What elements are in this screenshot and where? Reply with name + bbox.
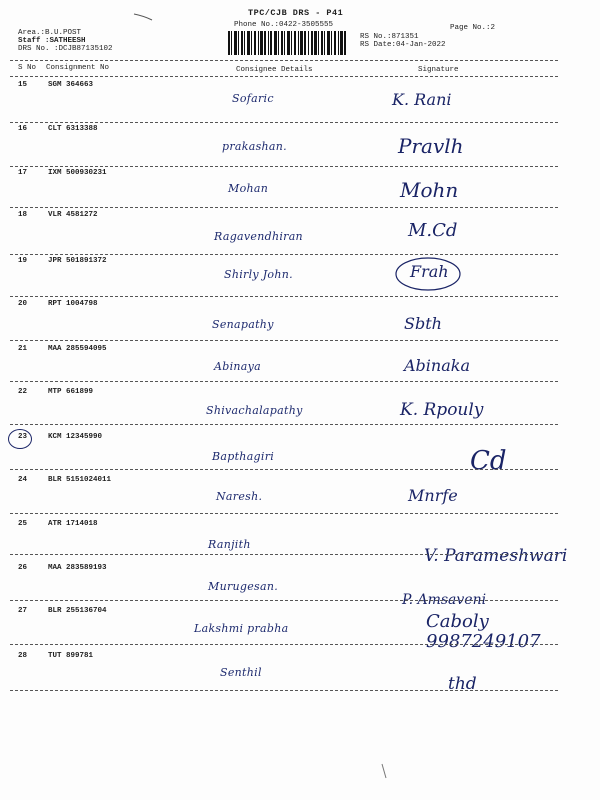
row-consignment: CLT 6313388	[48, 125, 98, 133]
row-signature: V. Parameshwari	[424, 546, 568, 566]
row-consignment: ATR 1714018	[48, 520, 98, 528]
row-sno: 16	[18, 125, 28, 133]
row-divider	[10, 340, 558, 341]
row-signature: Cd	[470, 446, 507, 476]
staff-label: Staff :SATHEESH	[18, 37, 86, 45]
divider	[10, 76, 558, 77]
row-divider	[10, 644, 558, 645]
header-consignment: Consignment No	[46, 64, 110, 72]
rs-number: RS No.:871351	[360, 33, 419, 41]
row-consignment: TUT 899781	[48, 652, 94, 660]
row-sno: 17	[18, 169, 28, 177]
row-consignment: BLR 255136704	[48, 607, 107, 615]
row-consignee: Shivachalapathy	[206, 404, 303, 417]
row-consignment: BLR 5151024011	[48, 476, 112, 484]
row-sno: 23	[18, 433, 28, 441]
divider	[10, 60, 558, 61]
header-consignee-details: Consignee Details	[236, 66, 313, 74]
row-sno: 26	[18, 564, 28, 572]
row-sno: 21	[18, 345, 28, 353]
row-sno: 28	[18, 652, 28, 660]
row-consignee: Naresh.	[216, 490, 263, 503]
header-sno: S No	[18, 64, 37, 72]
row-divider	[10, 254, 558, 255]
row-signature: Caboly 9987249107	[426, 611, 541, 652]
row-sno: 27	[18, 607, 28, 615]
pen-mark	[378, 762, 390, 782]
page-number: Page No.:2	[450, 24, 496, 32]
rs-date: RS Date:04-Jan-2022	[360, 41, 446, 49]
row-consignment: VLR 4581272	[48, 211, 98, 219]
row-divider	[10, 513, 558, 514]
row-consignment: MTP 661899	[48, 388, 94, 396]
row-divider	[10, 122, 558, 123]
row-consignee: Sofaric	[232, 92, 274, 105]
row-consignee: Shirly John.	[224, 268, 293, 281]
row-sno: 19	[18, 257, 28, 265]
area-label: Area.:B.U.POST	[18, 29, 82, 37]
row-signature: P. Amsaveni	[402, 592, 487, 608]
row-consignment: MAA 283589193	[48, 564, 107, 572]
row-signature: Mnrfe	[408, 486, 458, 505]
row-consignee: Murugesan.	[208, 580, 279, 593]
barcode	[228, 31, 348, 55]
row-signature: K. Rpouly	[400, 400, 484, 420]
row-divider	[10, 296, 558, 297]
row-consignment: JPR 501891372	[48, 257, 107, 265]
row-consignee: Abinaya	[214, 360, 262, 373]
row-consignment: SGM 364663	[48, 81, 94, 89]
row-signature: M.Cd	[408, 220, 458, 241]
row-consignee: Senapathy	[212, 318, 274, 331]
row-consignment: KCM 12345990	[48, 433, 103, 441]
header-signature: Signature	[418, 66, 459, 74]
row-sno: 24	[18, 476, 28, 484]
row-sno: 25	[18, 520, 28, 528]
row-consignee: Ragavendhiran	[214, 230, 303, 243]
row-signature: Frah	[410, 262, 449, 281]
row-divider	[10, 381, 558, 382]
row-consignee: prakashan.	[222, 140, 287, 153]
row-sno: 22	[18, 388, 28, 396]
row-consignment: MAA 285594095	[48, 345, 107, 353]
row-signature: Mohn	[400, 178, 459, 202]
row-signature: Abinaka	[404, 356, 470, 375]
row-signature: K. Rani	[392, 90, 452, 109]
row-divider	[10, 469, 558, 470]
row-sno: 18	[18, 211, 28, 219]
row-signature: thd	[448, 674, 477, 694]
phone-number: Phone No.:0422-3505555	[234, 21, 334, 29]
drs-number: DRS No. :DCJB87135102	[18, 45, 113, 53]
row-consignee: Ranjith	[208, 538, 251, 551]
row-divider	[10, 424, 558, 425]
row-consignee: Lakshmi prabha	[194, 622, 289, 635]
row-sno: 15	[18, 81, 28, 89]
row-consignee: Mohan	[228, 182, 269, 195]
row-divider	[10, 207, 558, 208]
row-consignment: IXM 500930231	[48, 169, 107, 177]
row-consignee: Senthil	[220, 666, 262, 679]
row-divider	[10, 690, 558, 691]
row-signature: Sbth	[404, 314, 442, 333]
row-divider	[10, 166, 558, 167]
row-signature: Pravlh	[398, 134, 464, 158]
pen-mark	[132, 12, 156, 22]
row-sno: 20	[18, 300, 28, 308]
row-divider	[10, 554, 558, 555]
document-title: TPC/CJB DRS - P41	[248, 8, 344, 18]
row-consignee: Bapthagiri	[212, 450, 275, 463]
row-consignment: RPT 1004798	[48, 300, 98, 308]
row-divider	[10, 600, 558, 601]
